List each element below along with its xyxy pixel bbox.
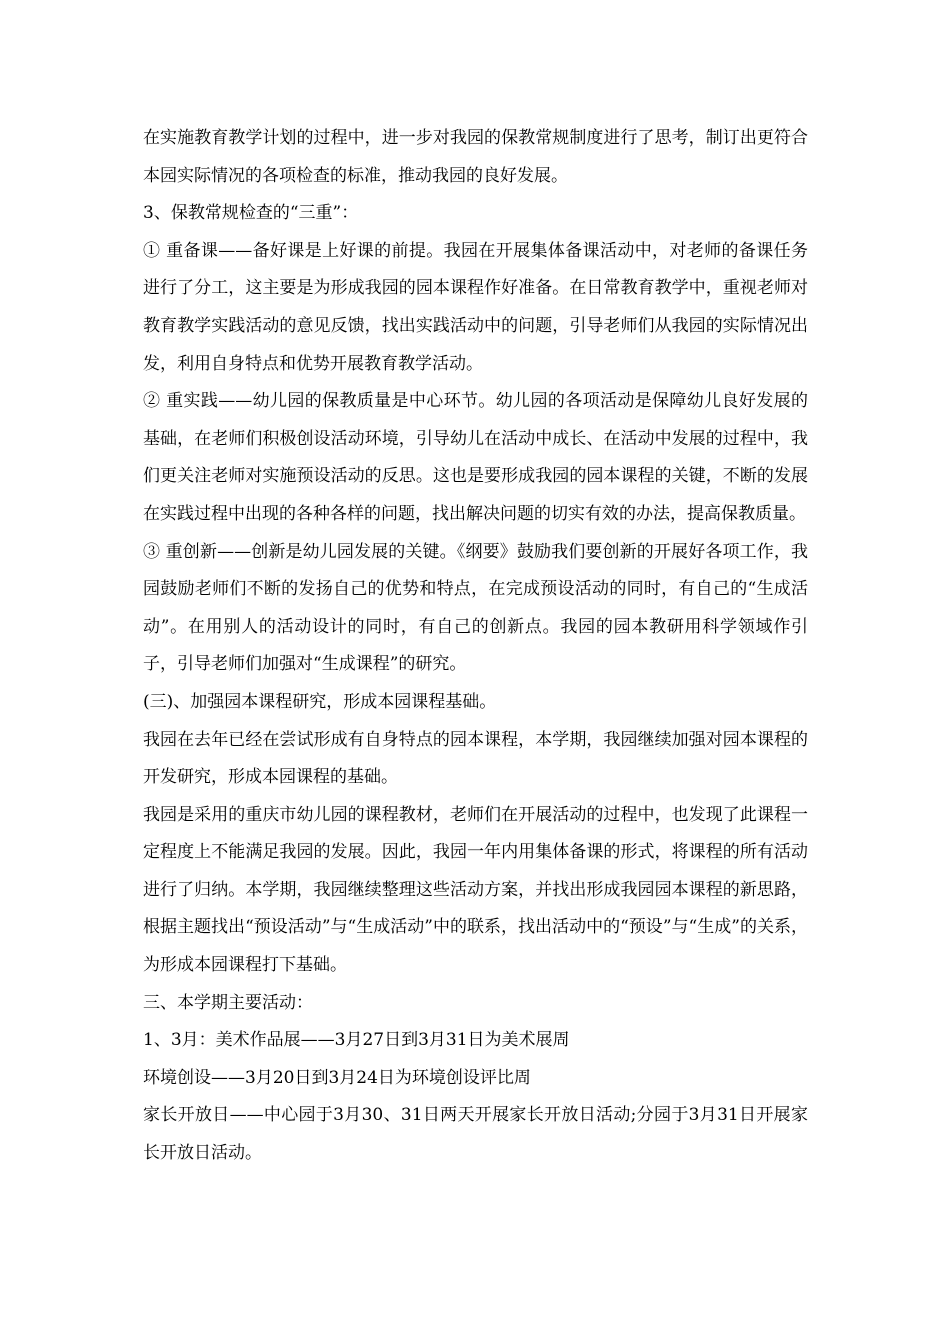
list-item-parent-open-day: 家长开放日——中心园于3月30、31日两天开展家长开放日活动;分园于3月31日开展家长开放日活动。	[143, 1105, 808, 1164]
paragraph-intro-continuation: 在实施教育教学计划的过程中，进一步对我园的保教常规制度进行了思考，制订出更符合本园实际情况的各项检查的标准，推动我园的良好发展。	[143, 128, 808, 186]
paragraph-emphasis-innovation: ③ 重创新——创新是幼儿园发展的关键。《纲要》鼓励我们要创新的开展好各项工作，我园鼓励老师们不断的发扬自己的优势和特点，在完成预设活动的同时，有自己的“生成活动”。在用别人的活动设计的同时，有自己的创新点。我园的园本教研用科学领域作引子，引导老师们加强对“生成课程”的研究。	[143, 541, 808, 675]
document-body	[143, 120, 808, 1173]
heading-three-emphases: 3、保教常规检查的“三重”：	[143, 203, 359, 224]
list-item-art-exhibition: 1、3月：美术作品展——3月27日到3月31日为美术展周	[143, 1030, 570, 1051]
paragraph-curriculum-last-year: 我园在去年已经在尝试形成有自身特点的园本课程，本学期，我园继续加强对园本课程的开发研究，形成本园课程的基础。	[143, 729, 808, 788]
heading-curriculum-research: (三)、加强园本课程研究，形成本园课程基础。	[143, 691, 497, 712]
list-item-environment: 环境创设——3月20日到3月24日为环境创设评比周	[143, 1067, 531, 1088]
heading-main-activities: 三、本学期主要活动：	[143, 992, 313, 1013]
paragraph-emphasis-practice: ② 重实践——幼儿园的保教质量是中心环节。幼儿园的各项活动是保障幼儿良好发展的基础，在老师们积极创设活动环境，引导幼儿在活动中成长、在活动中发展的过程中，我们更关注老师对实施预设活动的反思。这也是要形成我园的园本课程的关键，不断的发展在实践过程中出现的各种各样的问题，找出解决问题的切实有效的办法，提高保教质量。	[143, 391, 808, 524]
paragraph-curriculum-materials: 我园是采用的重庆市幼儿园的课程教材，老师们在开展活动的过程中，也发现了此课程一定程度上不能满足我园的发展。因此，我园一年内用集体备课的形式，将课程的所有活动进行了归纳。本学期，我园继续整理这些活动方案，并找出形成我园园本课程的新思路，根据主题找出“预设活动”与“生成活动”中的联系，找出活动中的“预设”与“生成”的关系，为形成本园课程打下基础。	[143, 804, 808, 976]
paragraph-emphasis-preparation: ① 重备课——备好课是上好课的前提。我园在开展集体备课活动中，对老师的备课任务进行了分工，这主要是为形成我园的园本课程作好准备。在日常教育教学中，重视老师对教育教学实践活动的意见反馈，找出实践活动中的问题，引导老师们从我园的实际情况出发，利用自身特点和优势开展教育教学活动。	[143, 240, 808, 374]
